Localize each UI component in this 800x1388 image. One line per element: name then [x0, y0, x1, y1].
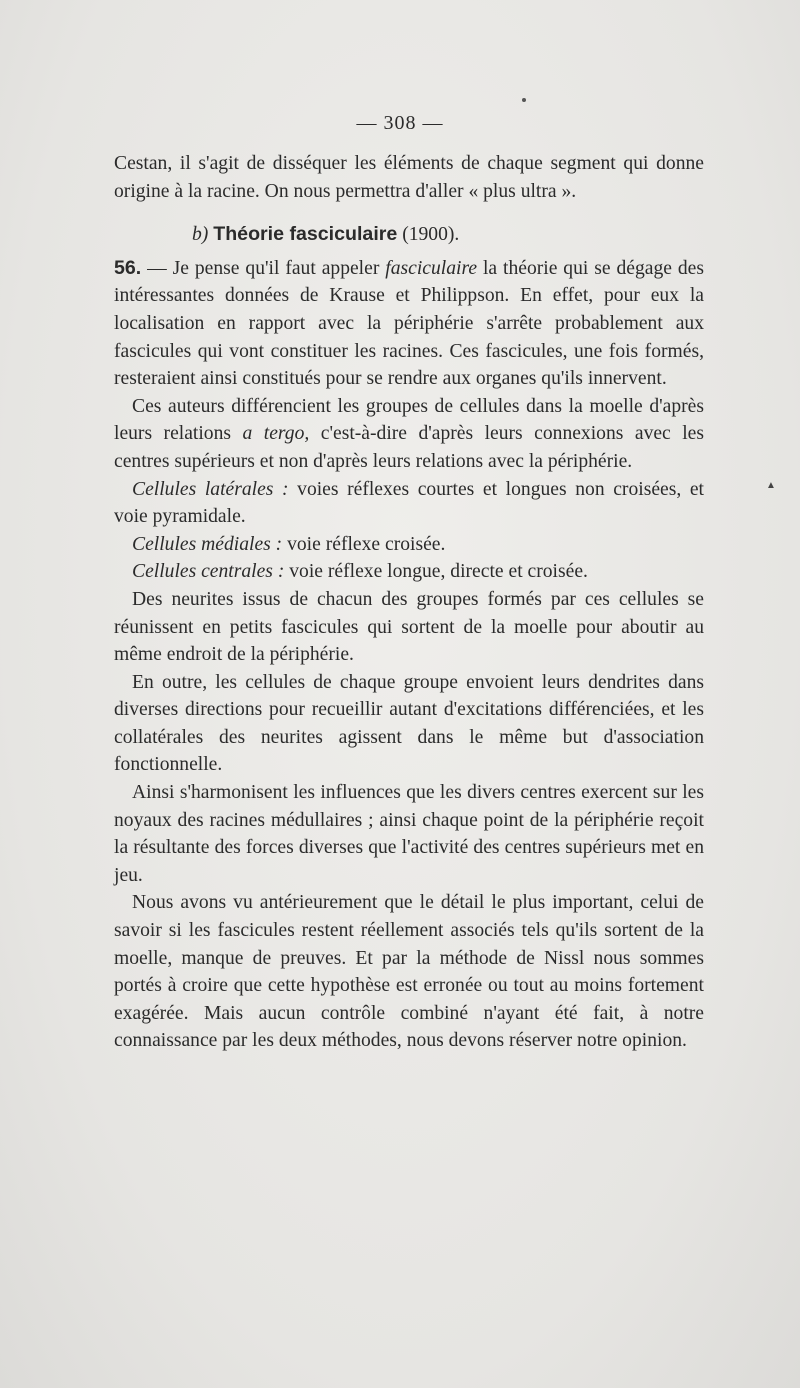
paragraph-conclusion: Nous avons vu antérieurement que le détail le plus important, celui de savoir si les fascicules restent réellement associés tels qu'ils sortent de la moelle, manque de preuves. Et par la méthode de Nissl nous sommes portés à croire que cette hypothèse est erronée ou tout au moins fortement exagérée. Mais aucun contrôle combiné n'ayant été fait, à notre connaissance par les deux méthodes, nous devons réserver notre opinion. [114, 892, 704, 1052]
authors-italic: a tergo, [242, 423, 310, 445]
cells-medial-text: voie réflexe croisée. [282, 533, 446, 555]
heading-year: (1900). [402, 224, 460, 246]
paragraph-authors [114, 393, 704, 476]
section-number: 56. [114, 256, 142, 279]
heading-title: Théorie fasciculaire [213, 223, 398, 246]
paragraph-56 [114, 255, 704, 393]
paragraph-neurites: Des neurites issus de chacun des groupes formés par ces cellules se réunissent en petits fascicules qui sortent de la moelle pour aboutir au même endroit de la périphérie. [114, 588, 704, 666]
cells-central-label: Cellules centrales : [132, 561, 285, 583]
page-number: — 308 — [356, 112, 444, 134]
cells-lateral-text: voies réflexes courtes et longues non croisées, et voie pyramidale. [114, 478, 704, 528]
paragraph-intro: Cestan, il s'agit de disséquer les éléments de chaque segment qui donne origine à la racine. On nous permettra d'aller « plus ultra ». [114, 153, 704, 202]
paragraph-dendrites: En outre, les cellules de chaque groupe envoient leurs dendrites dans diverses directions pour recueillir autant d'excitations différenciées, et les collatérales des neurites agissent dans le même but d'association fonctionnelle. [114, 671, 704, 776]
authors-before: Ces auteurs différencient les groupes de cellules dans la moelle d'après leurs relations [114, 395, 704, 445]
speck [522, 98, 526, 102]
cells-lateral-label: Cellules latérales : [132, 478, 289, 500]
section-term: fasciculaire [385, 257, 478, 279]
cells-medial-label: Cellules médiales : [132, 533, 283, 555]
section-heading [114, 221, 704, 249]
cells-lateral [114, 476, 704, 531]
margin-mark: ▲ [766, 480, 776, 491]
cells-central-text: voie réflexe longue, directe et croisée. [284, 561, 588, 583]
section-lead: — Je pense qu'il faut appeler [141, 257, 386, 279]
cells-medial [114, 531, 704, 559]
section-rest: la théorie qui se dégage des intéressantes données de Krause et Philippson. En effet, pour eux la localisation en rapport avec la périphérie s'arrête probablement aux fascicules qui vont constituer les racines. Ces fascicules, une fois formés, resteraient ainsi constitués pour se rendre aux organes qu'ils innervent. [114, 257, 704, 390]
cells-central [114, 558, 704, 586]
paragraph-harmony: Ainsi s'harmonisent les influences que les divers centres exercent sur les noyaux des racines médullaires ; ainsi chaque point de la périphérie reçoit la résultante des forces diverses que l'activité des centres supérieurs met en jeu. [114, 782, 704, 886]
heading-letter: b) [192, 224, 209, 246]
page-text [114, 150, 704, 1055]
authors-after: c'est-à-dire d'après leurs connexions avec les centres supérieurs et non d'après leurs relations avec la périphérie. [114, 423, 704, 472]
